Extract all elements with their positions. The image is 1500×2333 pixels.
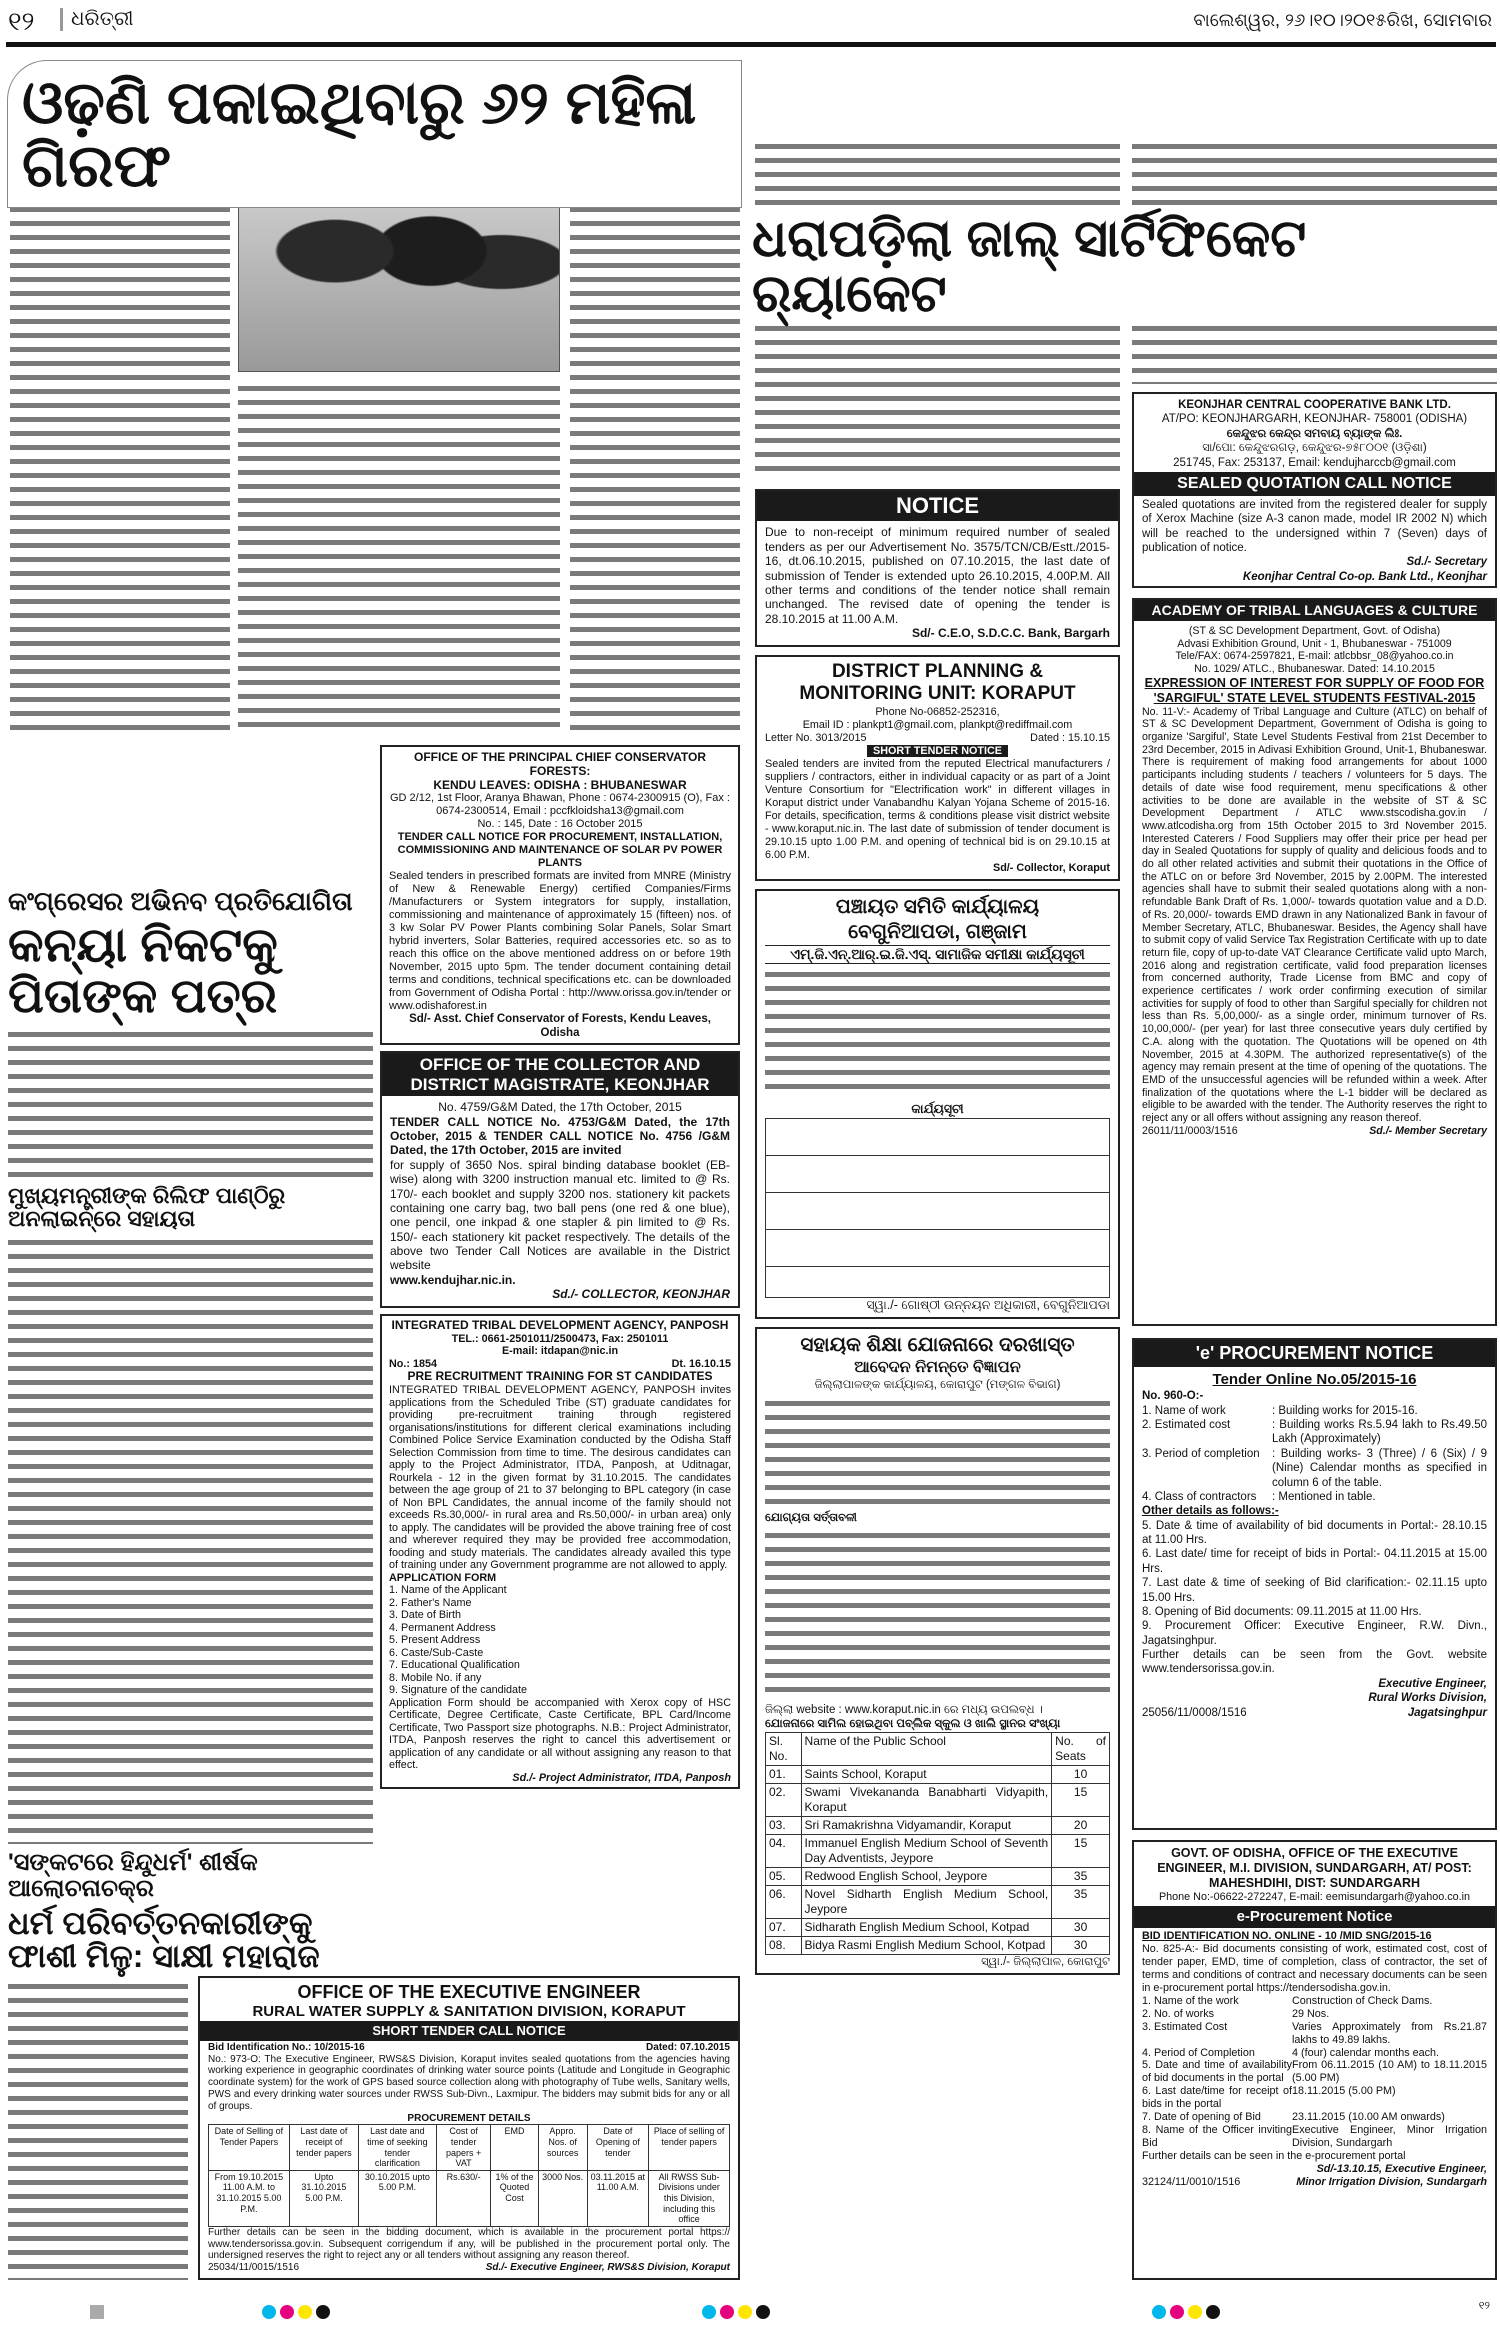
rwss-notice bbox=[198, 1976, 740, 2281]
itda-notice bbox=[380, 1314, 740, 1790]
shiksha-office: ଜିଲ୍ଲାପାଳଙ୍କ କାର୍ଯ୍ୟାଳୟ, କୋରାପୁଟ (ମଙ୍ଗଳ ବିଭାଗ) bbox=[814, 1379, 1061, 1392]
itda-form-field: 7. Educational Qualification bbox=[389, 1659, 520, 1672]
panchayat-band: ଏମ୍.ଜି.ଏନ୍.ଆର୍.ଇ.ଜି.ଏସ୍. ସାମାଜିକ ସମୀକ୍ଷା କାର୍ଯ୍ୟସୂଚୀ bbox=[765, 945, 1110, 965]
collector-lead: TENDER CALL NOTICE No. 4753/G&M Dated, the 17th October, 2015 & TENDER CALL NOTICE No. 4756 /G&M Dated, the 17th October, 2015 are invited bbox=[390, 1114, 730, 1158]
dpmu-heading: SHORT TENDER NOTICE bbox=[867, 745, 1008, 757]
itda-form-field: 5. Present Address bbox=[389, 1634, 481, 1647]
itda-footer: Application Form should be accompanied with Xerox copy of HSC Certificate, Degree Certificate, Caste Certificate, BPL Card/Income Certificate, Two Passport size photographs. N.B.: Project Administrator, ITDA, Panposh reserves the right to cancel this advertisement or application of any candidate or all without assigning any reason to that effect. bbox=[389, 1696, 731, 1772]
school-table-cell: Sri Ramakrishna Vidyamandir, Koraput bbox=[801, 1816, 1052, 1834]
rwss-table bbox=[208, 2124, 730, 2226]
shiksha-subtitle: ଆବେଦନ ନିମନ୍ତେ ବିଜ୍ଞାପନ bbox=[854, 1359, 1021, 1377]
registration-marks bbox=[260, 2305, 332, 2324]
registration-marks-center bbox=[700, 2305, 772, 2324]
eproc-item-value: : Building works for 2015-16. bbox=[1272, 1404, 1418, 1417]
sundargarh-item bbox=[1142, 1995, 1487, 2008]
itda-form-field: 2. Father's Name bbox=[389, 1596, 472, 1609]
shiksha-conditions-text bbox=[765, 1529, 1110, 1699]
itda-form-field: 4. Permanent Address bbox=[389, 1621, 496, 1634]
eproc-item bbox=[1142, 1404, 1487, 1418]
panchayat-title: ପଞ୍ଚାୟତ ସମିତି କାର୍ଯ୍ୟାଳୟ bbox=[835, 895, 1040, 918]
sundargarh-item-value: 18.11.2015 (5.00 PM) bbox=[1292, 2085, 1396, 2098]
panchayat-title-2: ବେଗୁନିଆପଡା, ଗଞ୍ଜାମ bbox=[848, 920, 1027, 943]
dpmu-body: Sealed tenders are invited from the reputed Electrical manufacturers / suppliers / contractors, either in individual capacity or as part of a Joint Venture Consortium for "Electrification work" in different villages in Koraput district under Vanabandhu Kalyan Yojana Scheme of 2015-16. For details, specification, terms & conditions please visit district website - www.koraput.nic.in. The last date of submission of tender document is 29.10.15 upto 1.00 P.M. and opening of technical bid is on 29.10.15 at 6.00 P.M. bbox=[765, 757, 1110, 861]
itda-form-field: 9. Signature of the candidate bbox=[389, 1684, 528, 1697]
school-table-header: Name of the Public School bbox=[801, 1732, 1052, 1765]
panchayat-notice bbox=[755, 889, 1120, 1320]
eproc-item bbox=[1142, 1418, 1487, 1447]
eproc-detail: 6. Last date/ time for receipt of bids in Portal:- 04.11.2015 at 15.00 Hrs. bbox=[1142, 1548, 1487, 1575]
sundargarh-bid: BID IDENTIFICATION NO. ONLINE - 10 /MID SNG/2015-16 bbox=[1142, 1929, 1432, 1942]
hindu-headline: ଧର୍ମ ପରିବର୍ତ୍ତନକାରୀଙ୍କୁ ଫାଶୀ ମିଳୁ: ସାକ୍ଷୀ ମହାରାଜ bbox=[8, 1904, 320, 1975]
collector-notice bbox=[380, 1051, 740, 1308]
dpmu-letter: Letter No. 3013/2015 bbox=[765, 732, 867, 745]
rwss-band: SHORT TENDER CALL NOTICE bbox=[200, 2021, 738, 2040]
sundargarh-item bbox=[1142, 2111, 1487, 2124]
veil-headline: ଓଢ଼ଣି ପକାଇଥିବାରୁ ୬୨ ମହିଳା ଗିରଫ bbox=[22, 69, 697, 199]
congress-kicker: କଂଗ୍ରେସର ଅଭିନବ ପ୍ରତିଯୋଗିତା bbox=[8, 886, 353, 916]
school-table-cell: 06. bbox=[766, 1885, 802, 1918]
hindu-kicker: 'ସଙ୍କଟରେ ହିନ୍ଦୁଧର୍ମ' ଶୀର୍ଷକ ଆଲୋଚନାଚକ୍ର bbox=[8, 1849, 258, 1902]
dpmu-date: Dated : 15.10.15 bbox=[1030, 732, 1110, 745]
sundargarh-item-label: 3. Estimated Cost bbox=[1142, 2020, 1228, 2033]
forests-no: No. : 145, Date : 16 October 2015 bbox=[477, 818, 643, 831]
eproc-items bbox=[1142, 1404, 1487, 1505]
middle-right-column bbox=[755, 489, 1120, 1975]
sundargarh-notice bbox=[1132, 1840, 1497, 2280]
eproc-no: No. 960-O:- bbox=[1142, 1390, 1204, 1403]
registration-marks-right bbox=[1150, 2305, 1222, 2324]
footer-page-mark: ୧୨ bbox=[1478, 2300, 1490, 2312]
sundargarh-item-label: 5. Date and time of availability of bid documents in the portal bbox=[1142, 2059, 1292, 2085]
sundargarh-item bbox=[1142, 2008, 1487, 2021]
itda-contact: TEL.: 0661-2501011/2500473, Fax: 2501011 bbox=[451, 1332, 669, 1345]
school-table-cell: Sidharath English Medium School, Kotpad bbox=[801, 1918, 1052, 1936]
rwss-table-header: Last date and time of seeking tender clarification bbox=[359, 2125, 437, 2170]
shiksha-website: ଜିଲ୍ଲା website : www.koraput.nic.in ରେ ମଧ୍ୟ ଉପଲବ୍ଧ । bbox=[765, 1704, 1043, 1716]
atlc-letter: No. 1029/ ATLC., Bhubaneswar. Dated: 14.10.2015 bbox=[1194, 662, 1435, 675]
itda-no: No.: 1854 bbox=[389, 1357, 438, 1370]
itda-title: INTEGRATED TRIBAL DEVELOPMENT AGENCY, PANPOSH bbox=[391, 1317, 729, 1332]
school-table-row bbox=[766, 1885, 1110, 1918]
itda-body: INTEGRATED TRIBAL DEVELOPMENT AGENCY, PANPOSH invites applications from the Scheduled Tribe (ST) graduate candidates for providing pre-recruitment training through registered organisations/institutions for different clerical examinations including Combined Police Service Examination conducted by the Odisha Staff Selection Commission from time to time. The desirous candidates can apply to the Project Administrator, ITDA, Panposh, at Uditnagar, Rourkela - 12 in the given format by 31.10.2015. The candidates between the age group of 21 to 37 belonging to BPL category (in case of Non BPL Candidates, the annual income of the family should not exceeds Rs.30,000/- in rural area and Rs.50,000/- in urban area) only to apply. The candidates will be provided the above training free of cost and wherever required they may be provided free accommodation, fooding and study materials. The candidates already availed this type of training under any Government programme are not allowed to apply. bbox=[389, 1383, 731, 1572]
forests-sub: KENDU LEAVES: ODISHA : BHUBANESWAR bbox=[433, 778, 687, 793]
sundargarh-item-value: Varies Approximately from Rs.21.87 lakhs to 49.89 lakhs. bbox=[1292, 2020, 1487, 2046]
rwss-title: OFFICE OF THE EXECUTIVE ENGINEER bbox=[297, 1981, 641, 2002]
forests-sign: Sd/- Asst. Chief Conservator of Forests, Kendu Leaves, Odisha bbox=[409, 1012, 711, 1039]
rwss-table-header: Last date of receipt of tender papers bbox=[289, 2125, 358, 2170]
eproc-item-value: : Building works Rs.5.94 lakh to Rs.49.50 Lakh (Approximately) bbox=[1272, 1419, 1487, 1446]
school-table-header: Sl. No. bbox=[766, 1732, 802, 1765]
itda-form-field: 1. Name of the Applicant bbox=[389, 1584, 507, 1597]
eproc-detail: 7. Last date & time of seeking of Bid clarification:- 02.11.15 upto 15.00 Hrs. bbox=[1142, 1577, 1487, 1604]
sundargarh-item-label: 1. Name of the work bbox=[1142, 1994, 1239, 2007]
rwss-date: Dated: 07.10.2015 bbox=[646, 2041, 730, 2053]
eproc-detail: 9. Procurement Officer: Executive Engineer, R.W. Divn., Jagatsinghpur. bbox=[1142, 1620, 1487, 1647]
eproc-item bbox=[1142, 1447, 1487, 1490]
school-table-row bbox=[766, 1783, 1110, 1816]
rwss-table-header: Date of Opening of tender bbox=[587, 2125, 649, 2170]
school-table-row bbox=[766, 1834, 1110, 1867]
keonjhar-bank-notice bbox=[1132, 392, 1497, 588]
eproc-item-label: 1. Name of work bbox=[1142, 1404, 1226, 1417]
eproc-sign-place: Jagatsinghpur bbox=[1407, 1706, 1487, 1719]
sundargarh-item-label: 2. No. of works bbox=[1142, 2007, 1215, 2020]
itda-form-field: 6. Caste/Sub-Caste bbox=[389, 1646, 484, 1659]
school-table-cell: Swami Vivekananda Banabharti Vidyapith, Koraput bbox=[801, 1783, 1052, 1816]
shiksha-sign: ସ୍ୱା./- ଜିଲ୍ଲାପାଳ, କୋରାପୁଟ bbox=[981, 1955, 1110, 1968]
eproc-item-value: : Building works- 3 (Three) / 6 (Six) / 9 (Nine) Calendar months as specified in column 6 of the table. bbox=[1272, 1447, 1487, 1489]
relief-story-text bbox=[8, 1236, 373, 1844]
dpmu-notice bbox=[755, 655, 1120, 881]
school-table-row bbox=[766, 1918, 1110, 1936]
school-table-row bbox=[766, 1816, 1110, 1834]
sundargarh-item-label: 8. Name of the Officer inviting Bid bbox=[1142, 2124, 1292, 2150]
eproc-tender-no: Tender Online No.05/2015-16 bbox=[1212, 1370, 1417, 1388]
sundargarh-code: 32124/11/0010/1516 bbox=[1142, 2176, 1241, 2189]
eproc-item bbox=[1142, 1490, 1487, 1504]
eproc-detail: 8. Opening of Bid documents: 09.11.2015 at 11.00 Hrs. bbox=[1142, 1605, 1422, 1618]
dpmu-phone: Phone No-06852-252316, bbox=[875, 706, 1000, 719]
sundargarh-item bbox=[1142, 2059, 1487, 2085]
bank-sign: Sd./- Secretary bbox=[1406, 556, 1487, 569]
rwss-table-heading: PROCUREMENT DETAILS bbox=[407, 2112, 531, 2124]
school-table-cell: Novel Sidharth English Medium School, Jeypore bbox=[801, 1885, 1052, 1918]
sundargarh-contact: Phone No:-06622-272247, E-mail: eemisundargarh@yahoo.co.in bbox=[1158, 1891, 1471, 1903]
rwss-bid: Bid Identification No.: 10/2015-16 bbox=[208, 2041, 365, 2053]
eproc-item-label: 3. Period of completion bbox=[1142, 1447, 1260, 1460]
school-table-cell: 04. bbox=[766, 1834, 802, 1867]
forests-title: OFFICE OF THE PRINCIPAL CHIEF CONSERVATOR FORESTS: bbox=[413, 750, 707, 779]
school-table-row bbox=[766, 1765, 1110, 1783]
panchayat-schedule-table bbox=[765, 1118, 1110, 1298]
masthead-logo: ଧରିତ୍ରୀ bbox=[60, 8, 133, 31]
eproc-detail: 5. Date & time of availability of bid documents in Portal:- 28.10.15 at 11.00 Hrs. bbox=[1142, 1519, 1487, 1546]
print-marks-left bbox=[90, 2305, 104, 2324]
panchayat-table-heading: କାର୍ଯ୍ୟସୂଚୀ bbox=[911, 1102, 964, 1116]
panchayat-sign: ସ୍ୱା./- ଗୋଷ୍ଠୀ ଉନ୍ନୟନ ଅଧିକାରୀ, ବେଗୁନିଆପଡା bbox=[866, 1297, 1110, 1312]
sundargarh-item bbox=[1142, 2021, 1487, 2047]
school-table-cell: 08. bbox=[766, 1936, 802, 1954]
school-table-cell: 07. bbox=[766, 1918, 802, 1936]
bank-name-odia: କେନ୍ଦୁଝର କେନ୍ଦ୍ର ସମବାୟ ବ୍ୟାଙ୍କ ଲିଃ. bbox=[1226, 427, 1403, 440]
atlc-sign: Sd./- Member Secretary bbox=[1369, 1124, 1487, 1137]
school-table-cell: 30 bbox=[1052, 1918, 1110, 1936]
rwss-code: 25034/11/0015/1516 bbox=[208, 2262, 300, 2274]
racket-headline: ଧରାପଡ଼ିଲା ଜାଲ୍ ସାର୍ଟିଫିକେଟ ର‌୍ୟାକେଟ bbox=[752, 212, 1497, 321]
sundargarh-sign-div: Minor Irrigation Division, Sundargarh bbox=[1296, 2176, 1487, 2189]
rwss-table-cell: 03.11.2015 at 11.00 A.M. bbox=[587, 2170, 649, 2226]
forests-notice bbox=[380, 745, 740, 1045]
school-table-row bbox=[766, 1936, 1110, 1954]
sundargarh-item-label: 4. Period of Completion bbox=[1142, 2046, 1255, 2059]
dpmu-email: Email ID : plankpt1@gmail.com, plankpt@rediffmail.com bbox=[802, 719, 1073, 732]
rwss-table-header: Appro. Nos. of sources bbox=[538, 2125, 587, 2170]
bank-name: KEONJHAR CENTRAL COOPERATIVE BANK LTD. bbox=[1178, 399, 1451, 411]
school-table-cell: 20 bbox=[1052, 1816, 1110, 1834]
atlc-sub: (ST & SC Development Department, Govt. of Odisha) bbox=[1188, 624, 1441, 637]
shiksha-text bbox=[765, 1397, 1110, 1507]
sundargarh-band: e-Procurement Notice bbox=[1134, 1906, 1495, 1928]
sundargarh-item-value: 29 Nos. bbox=[1292, 2007, 1330, 2020]
atlc-heading: EXPRESSION OF INTEREST FOR SUPPLY OF FOOD FOR 'SARGIFUL' STATE LEVEL STUDENTS FESTIVAL-2015 bbox=[1144, 675, 1485, 705]
eproc-notice bbox=[1132, 1338, 1497, 1830]
eproc-further: Further details can be seen from the Govt. website www.tendersorissa.gov.in. bbox=[1142, 1649, 1487, 1676]
hindu-story-text-col1 bbox=[8, 1980, 188, 2280]
sundargarh-item-value: Construction of Check Dams. bbox=[1292, 1994, 1433, 2007]
school-table-cell: 10 bbox=[1052, 1765, 1110, 1783]
eproc-other-heading: Other details as follows:- bbox=[1142, 1505, 1279, 1518]
eproc-title: 'e' PROCUREMENT NOTICE bbox=[1134, 1340, 1495, 1367]
dpmu-title: DISTRICT PLANNING & bbox=[831, 660, 1044, 682]
eproc-details bbox=[1142, 1519, 1487, 1648]
bank-contact: 251745, Fax: 253137, Email: kendujharccb@gmail.com bbox=[1173, 456, 1456, 469]
rwss-table-header: Date of Selling of Tender Papers bbox=[209, 2125, 290, 2170]
sundargarh-item bbox=[1142, 2047, 1487, 2060]
congress-headline: କନ୍ୟା ନିକଟକୁ ପିତାଙ୍କ ପତ୍ର bbox=[8, 919, 278, 1023]
shiksha-title: ସହାୟକ ଶିକ୍ଷା ଯୋଜନାରେ ଦରଖାସ୍ତ bbox=[800, 1334, 1075, 1357]
atlc-title: ACADEMY OF TRIBAL LANGUAGES & CULTURE bbox=[1134, 600, 1495, 621]
school-table-cell: 30 bbox=[1052, 1936, 1110, 1954]
forests-address: GD 2/12, 1st Floor, Aranya Bhawan, Phone : 0674-2300915 (O), Fax : 0674-2300514, Email : pccfkloidsha13@gmail.com bbox=[390, 792, 730, 818]
veil-story-text-col3 bbox=[570, 175, 740, 735]
forests-heading: TENDER CALL NOTICE FOR PROCUREMENT, INSTALLATION, COMMISSIONING AND MAINTENANCE OF SOLAR PV POWER PLANTS bbox=[397, 831, 723, 870]
shiksha-table-title: ଯୋଜନାରେ ସାମିଲ ହୋଇଥିବା ପବ୍ଲିକ ସ୍କୁଲ ଓ ଖାଲି ସ୍ଥାନର ସଂଖ୍ୟା bbox=[765, 1718, 1061, 1731]
collector-no: No. 4759/G&M Dated, the 17th October, 2015 bbox=[438, 1100, 682, 1115]
notice-title: NOTICE bbox=[757, 491, 1118, 521]
school-table-cell: 05. bbox=[766, 1867, 802, 1885]
rwss-table-cell: 1% of the Quoted Cost bbox=[491, 2170, 538, 2226]
eproc-item-label: 2. Estimated cost bbox=[1142, 1419, 1231, 1431]
rwss-sign: Sd./- Executive Engineer, RWS&S Division, Koraput bbox=[485, 2262, 730, 2274]
collector-sign: Sd./- COLLECTOR, KEONJHAR bbox=[552, 1287, 730, 1302]
sundargarh-further: Further details can be seen in the e-procurement portal bbox=[1142, 2150, 1406, 2163]
atlc-contact: Tele/FAX: 0674-2597821, E-mail: atlcbbsr_08@yahoo.co.in bbox=[1175, 650, 1454, 663]
sundargarh-item-value: From 06.11.2015 (10 AM) to 18.11.2015 (5.00 PM) bbox=[1292, 2059, 1487, 2085]
sundargarh-item-value: 4 (four) calendar months each. bbox=[1292, 2046, 1440, 2059]
itda-form-heading: APPLICATION FORM bbox=[389, 1571, 497, 1584]
itda-sign: Sd./- Project Administrator, ITDA, Panposh bbox=[512, 1771, 731, 1784]
rwss-table-header: Place of selling of tender papers bbox=[649, 2125, 730, 2170]
school-table-cell: Saints School, Koraput bbox=[801, 1765, 1052, 1783]
veil-story-headline-box bbox=[7, 60, 742, 208]
page-header bbox=[0, 0, 1500, 44]
sundargarh-item-label: 6. Last date/time for receipt of bids in the portal bbox=[1142, 2085, 1292, 2111]
notice-sign: Sd/- C.E.O, S.D.C.C. Bank, Bargarh bbox=[911, 626, 1110, 641]
bank-sign-org: Keonjhar Central Co-op. Bank Ltd., Keonjhar bbox=[1242, 570, 1487, 583]
rwss-table-cell: 30.10.2015 upto 5.00 P.M. bbox=[359, 2170, 437, 2226]
shiksha-conditions: ଯୋଗ୍ୟତା ସର୍ତ୍ତାବଳୀ bbox=[765, 1511, 857, 1524]
itda-email: E-mail: itdapan@nic.in bbox=[501, 1345, 619, 1358]
page-number: ୧୨ bbox=[8, 6, 35, 36]
bank-notice-title: SEALED QUOTATION CALL NOTICE bbox=[1134, 472, 1495, 496]
school-table-cell: Bidya Rasmi English Medium School, Kotpad bbox=[801, 1936, 1052, 1954]
school-table-header: No. of Seats bbox=[1052, 1732, 1110, 1765]
sundargarh-items bbox=[1142, 1995, 1487, 2150]
sundargarh-sign: Sd/-13.10.15, Executive Engineer, bbox=[1316, 2163, 1487, 2176]
school-table-row bbox=[766, 1867, 1110, 1885]
collector-body: for supply of 3650 Nos. spiral binding database booklet (EB-wise) along with 3200 instruction manual etc. limited to @ Rs. 170/- each booklet and supply 3200 nos. stationery kit packets containing one carry bag, two ball pens (one red & one blue), one pencil, one inkpad & one stapler & pin limited to @ Rs. 150/- each stationery kit packet respectively. The details of the above two Tender Call Notices are available in the District website bbox=[390, 1157, 730, 1273]
eproc-code: 25056/11/0008/1516 bbox=[1142, 1706, 1247, 1719]
dpmu-title-2: MONITORING UNIT: KORAPUT bbox=[799, 683, 1076, 705]
sundargarh-item-value: Executive Engineer, Minor Irrigation Division, Sundargarh bbox=[1292, 2124, 1487, 2150]
eproc-item-label: 4. Class of contractors bbox=[1142, 1490, 1257, 1503]
atlc-notice bbox=[1132, 598, 1497, 1326]
sundargarh-item bbox=[1142, 2085, 1487, 2111]
dateline: ବାଲେଶ୍ୱର, ୨୬।୧୦।୨୦୧୫ରିଖ, ସୋମବାର bbox=[1193, 10, 1492, 30]
rwss-title-2: RURAL WATER SUPPLY & SANITATION DIVISION, KORAPUT bbox=[252, 2002, 686, 2020]
bank-address-odia: ସା/ପୋ: କେନ୍ଦୁଝରଗଡ଼, କେନ୍ଦୁଝର-୭୫୮୦୦୧ (ଓଡ଼ିଶା) bbox=[1202, 442, 1427, 455]
forests-body: Sealed tenders in prescribed formats are invited from MNRE (Ministry of New & Renewable Energy) certified Companies/Firms /Manufacturers or System integrators for supply, installation, commissioning and maintenance of approximately 15 (fifteen) nos. of 3 kw Solar PV Power Plants combining Solar Panels, Solar Smart hybrid inverters, Solar Batteries, required accessories etc. so as to reach this office on the above mentioned address on or before 19th November, 2015 upto 5pm. The tender document containing detail terms and conditions, technical specifications etc. can be downloaded from Government of Odisha Portal : http://www.orissa.gov.in/tender or www.odishaforest.in bbox=[389, 870, 731, 1012]
rwss-table-cell: 3000 Nos. bbox=[538, 2170, 587, 2226]
itda-heading: PRE RECRUITMENT TRAINING FOR ST CANDIDATES bbox=[407, 1369, 713, 1384]
bank-notice-body: Sealed quotations are invited from the registered dealer for supply of Xerox Machine (size A-3 canon made, model IR 2002 N) which will be reached to the undersigned within 7 (Seven) days of publication of notice. bbox=[1142, 498, 1487, 554]
bank-address: AT/PO: KEONJHARGARH, KEONJHAR- 758001 (ODISHA) bbox=[1161, 413, 1468, 426]
school-table-cell: 35 bbox=[1052, 1885, 1110, 1918]
congress-story-text bbox=[8, 1028, 373, 1178]
relief-headline: ମୁଖ୍ୟମନ୍ତ୍ରୀଙ୍କ ରିଲିଫ ପାଣ୍ଠିରୁ ଅନଲାଇନ୍‌ରେ ସହାୟତା bbox=[8, 1183, 286, 1232]
itda-form-fields bbox=[389, 1584, 731, 1697]
atlc-code: 26011/11/0003/1516 bbox=[1142, 1124, 1238, 1137]
bargarh-notice bbox=[755, 489, 1120, 647]
school-table bbox=[765, 1732, 1110, 1955]
school-table-cell: 01. bbox=[766, 1765, 802, 1783]
collector-website[interactable]: www.kendujhar.nic.in. bbox=[390, 1272, 516, 1287]
school-table-cell: 03. bbox=[766, 1816, 802, 1834]
sundargarh-item-value: 23.11.2015 (10.00 AM onwards) bbox=[1292, 2111, 1445, 2124]
atlc-body: No. 11-V:- Academy of Tribal Language and Culture (ATLC) on behalf of ST & SC Development Department, Government of Odisha is going to organize 'Sargiful', State Level Students Festival from 21st December to 23rd December, 2015 in Adivasi Exhibition Ground, Unit-1, Bhubaneswar. There is requirement of making food arrangements for about 1000 participants including students / teachers / volunteers for 5 days. The details of date wise food requirement, menu specifications & other activities to be done are available in the website of ST & SC Development Department / ATLC www.stscodisha.gov.in / www.atlcodisha.org from 15th October 2015 to 3rd November 2015. Interested Caterers / Food Suppliers may offer their price per head per day in Sealed Quotations for supply of quality and delicious foods and to do all other related activities and submit their quotations in the Office of the ATLC on or before 3rd November, 2015 by 2.00PM. The interested agencies shall have to submit their sealed quotations along with a non-refundable Bank Draft of Rs. 1,000/- towards quotation value and a D.D. of Rs. 20,000/- towards EMD drawn in any Nationalized Bank in favour of Member Secretary, ATLC, Bhubaneswar. Besides, the Agency shall have to submit copy of valid Service Tax Registration Certificate with up to date return file, copy of up-to-date VAT Clearance Certificate valid upto March, 2016 along and registration certificate, valid food preparation licenses from concerned authority, Trade License from BMC and copy of experience certificates / work order confirming execution of similar activities for supply of food to other than Sargiful specially for children not less than Rs. 5,00,000/- as a single order, minimum turnover of Rs. 10,00,000/- (per year) for last three consecutive years duly certified by C.A. along with the quotation. The Quotations will be opened on 4th November, 2015 at 4.30PM. The authorized representative(s) of the agency may remain present at the time of opening of the quotations. The EMD of the unsuccessful agencies will be refunded within a week. After finalization of the quotations where the L-1 bidder will be declared as eligible to be awarded with the tender. The Authority reserves the right to reject any or all offers without assigning any reason thereof. bbox=[1142, 705, 1487, 1125]
school-table-cell: 35 bbox=[1052, 1867, 1110, 1885]
rwss-table-cell: Upto 31.10.2015 5.00 P.M. bbox=[289, 2170, 358, 2226]
rwss-table-header: Cost of tender papers + VAT bbox=[436, 2125, 491, 2170]
rwss-table-header: EMD bbox=[491, 2125, 538, 2170]
sundargarh-item bbox=[1142, 2124, 1487, 2150]
school-table-cell: Redwood English School, Jeypore bbox=[801, 1867, 1052, 1885]
header-rule bbox=[6, 42, 1496, 47]
sundargarh-body: No. 825-A:- Bid documents consisting of work, estimated cost, cost of tender paper, EMD, time of completion, class of contractor, the set of terms and conditions of contract and necessary documents can be seen in e-procurement portal https://tendersodisha.gov.in. bbox=[1142, 1942, 1487, 1994]
sundargarh-item-label: 7. Date of opening of Bid bbox=[1142, 2111, 1261, 2124]
itda-form-field: 8. Mobile No. if any bbox=[389, 1671, 482, 1684]
notice-body: Due to non-receipt of minimum required number of sealed tenders as per our Advertisement No. 3575/TCN/CB/Estt./2015-16, dt.06.10.2015, published on 07.10.2015, the last date of submission of Tender is extended upto 26.10.2015, 4.00P.M. All other terms and conditions of the tender notice shall remain unchanged. The revised date of opening the tender is 28.10.2015 at 11.00 A.M. bbox=[765, 525, 1110, 626]
school-table-cell: 15 bbox=[1052, 1783, 1110, 1816]
rwss-table-cell: Rs.630/- bbox=[436, 2170, 491, 2226]
shiksha-notice bbox=[755, 1327, 1120, 1975]
rwss-table-cell: All RWSS Sub-Divisions under this Division, including this office bbox=[649, 2170, 730, 2226]
school-table-cell: 02. bbox=[766, 1783, 802, 1816]
itda-form-field: 3. Date of Birth bbox=[389, 1609, 462, 1622]
eproc-sign-div: Rural Works Division, bbox=[1368, 1692, 1487, 1705]
middle-left-column bbox=[380, 745, 740, 1789]
atlc-address: Advasi Exhibition Ground, Unit - 1, Bhubaneswar - 751009 bbox=[1177, 637, 1452, 650]
veil-story-text-col1 bbox=[10, 175, 230, 735]
panchayat-text bbox=[765, 968, 1110, 1098]
dpmu-sign: Sd/- Collector, Koraput bbox=[993, 861, 1110, 874]
eproc-sign: Executive Engineer, bbox=[1378, 1677, 1487, 1690]
rwss-footer: Further details can be seen in the bidding document, which is available in the procurement portal https:// www.tendersorissa.gov.in. Subsequent corrigendum if any, will be published in the procurement portal only. The undersigned reserves the right to reject any or all tenders without assigning any reason thereof. bbox=[208, 2226, 730, 2262]
rwss-body: No.: 973-O: The Executive Engineer, RWS&S Division, Koraput invites sealed quotations from the agencies having working experience in geographic coordinates of drinking water source points (Latitude and Longitude in Geographic coordinate system) for the work of GPS based source collection along with photography of Tube wells, Sanitary wells, PWS and every drinking water sources under RWSS Sub-Divn., Laxmipur. The bidders may submit bids for any or all of groups. bbox=[208, 2053, 730, 2112]
school-table-cell: 15 bbox=[1052, 1834, 1110, 1867]
veil-story-text-col2 bbox=[238, 382, 560, 735]
collector-title: OFFICE OF THE COLLECTOR AND DISTRICT MAGISTRATE, KEONJHAR bbox=[382, 1053, 738, 1096]
school-table-cell: Immanuel English Medium School of Seventh Day Adventists, Jeypore bbox=[801, 1834, 1052, 1867]
sundargarh-title: GOVT. OF ODISHA, OFFICE OF THE EXECUTIVE ENGINEER, M.I. DIVISION, SUNDARGARH, AT/ POST: MAHESHDIHI, DIST: SUNDARGARH bbox=[1157, 1846, 1472, 1890]
eproc-item-value: : Mentioned in table. bbox=[1272, 1490, 1376, 1503]
itda-date: Dt. 16.10.15 bbox=[671, 1357, 731, 1370]
rwss-table-cell: From 19.10.2015 11.00 A.M. to 31.10.2015 5.00 P.M. bbox=[209, 2170, 290, 2226]
